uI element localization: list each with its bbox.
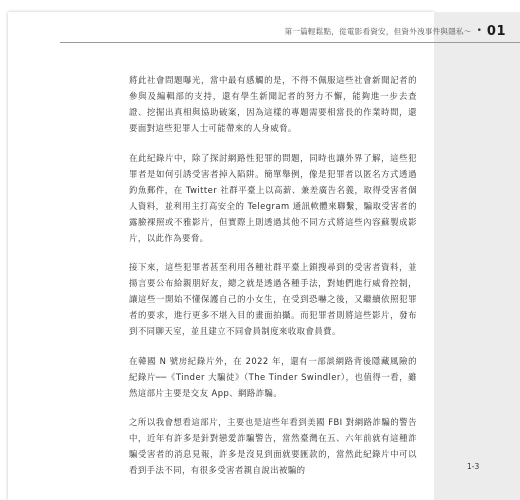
- paragraph: 接下來，這些犯罪者甚至利用各種社群平臺上鎖搜尋到的受害者資料，並揚言要公布給親朋好友，總之就是透過各種手法，對她們進行威脅控制，讓這些一開始不懂保護自己的小女生，在受到恐嚇之後，又繼續依照犯罪者的要求，進行更多不堪入目的畫面拍攝。而犯罪者則將這些影片，發布到不同聊天室，並且建立不同會員制度來收取會員費。: [129, 262, 417, 337]
- header-rule: [60, 42, 520, 43]
- paragraph: 之所以我會想看這部片，主要也是這些年看到美國 FBI 對網路詐騙的警告中，近年有許多是針對戀愛詐騙警告，當然臺灣在五、六年前就有這種詐騙受害者的消息見報，許多是沒見到面就要匯款的，當然此紀錄片中可以看到手法不同，有很多受害者親自說出被騙的: [129, 417, 417, 476]
- body-text: [129, 72, 417, 492]
- page-number: 1-3: [467, 462, 480, 471]
- page-margin-strip: [434, 12, 520, 500]
- chapter-number: 01: [486, 23, 506, 39]
- running-header: [285, 24, 506, 38]
- header-bullet: •: [476, 25, 482, 36]
- paragraph: 將此社會問題曝光，當中最有感觸的是，不得不佩服這些社會新聞記者的參與及編輯部的支持，還有學生新聞記者的努力不懈，能夠進一步去查證、挖掘出真相與協助破案，因為這樣的專題需要相當長的作業時間，還要面對這些犯罪人士可能帶來的人身威脅。: [129, 75, 417, 133]
- paragraph: 在韓國 N 號房紀錄片外，在 2022 年，還有一部談網路背後隱藏風險的紀錄片──《Tinder 大騙徒》（The Tinder Swindler），也值得一看，雖然這部片主要是交友 App、網路詐騙。: [129, 355, 417, 398]
- paragraph: 在此紀錄片中，除了探討網路性犯罪的問題，同時也讓外界了解，這些犯罪者是如何引誘受害者掉入陷阱。簡單舉例，像是犯罪者以匿名方式透過釣魚郵件，在 Twitter 社群平臺上以高薪、兼差廣告名義，取得受害者個人資料，並利用主打高安全的 Telegram 通訊軟體來聯繫，騙取受害者的露臉裸照或不雅影片，但實際上則透過其他不同方式將這些內容蘇製成影片，以此作為要脅。: [129, 152, 417, 243]
- running-header-title: 第一篇輕鬆點，從電影看資安，但資外洩事件與隱私～: [284, 26, 472, 36]
